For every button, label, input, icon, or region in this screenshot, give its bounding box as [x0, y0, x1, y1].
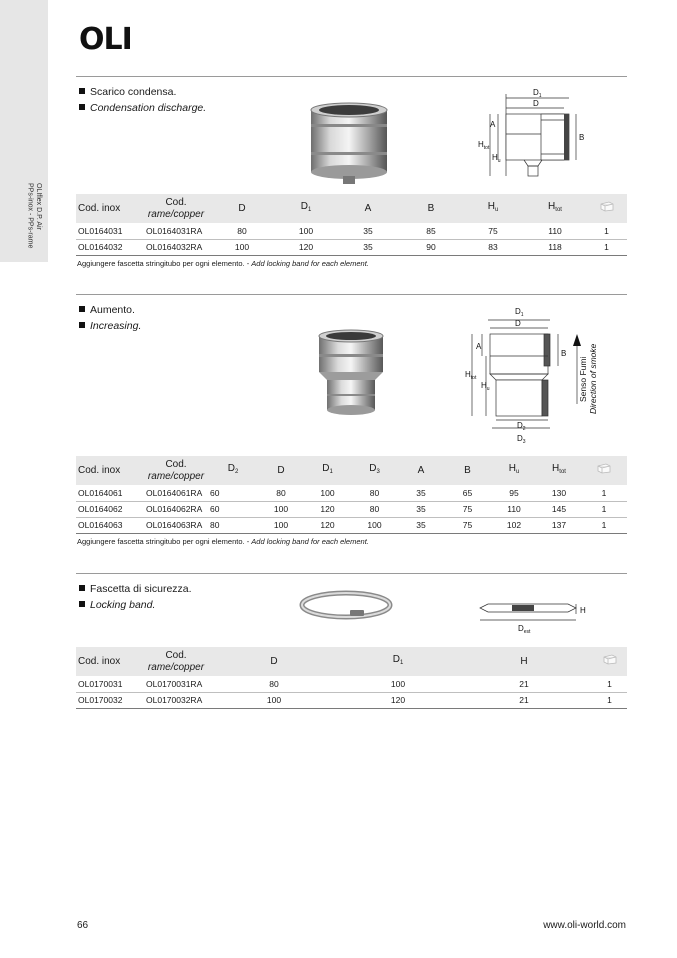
website-link[interactable]: www.oli-world.com — [543, 920, 626, 931]
table-cell: 95 — [491, 485, 537, 501]
table-cell: OL0164063 — [76, 517, 144, 533]
table-row — [76, 676, 627, 692]
col-header: $H_u$ — [487, 201, 499, 213]
table-cell: 100 — [276, 223, 336, 239]
page-number: 66 — [77, 920, 89, 931]
table-cell: OL0170032 — [76, 692, 144, 708]
label-htot: $H_{tot}$ — [478, 140, 490, 151]
table-row — [76, 501, 627, 517]
section3-title-it: Fascetta di sicurezza. — [90, 583, 192, 595]
table-cell: OL0170031RA — [144, 676, 208, 692]
label-d1: $D_1$ — [515, 307, 524, 318]
label-a: A — [476, 342, 482, 351]
table-cell: 80 — [208, 676, 340, 692]
table-cell: 85 — [400, 223, 462, 239]
table-cell: 110 — [491, 501, 537, 517]
label-hu: $H_u$ — [481, 381, 490, 392]
table-cell: OL0164061RA — [144, 485, 208, 501]
table-row — [76, 517, 627, 533]
table-cell: 35 — [398, 517, 444, 533]
col-header: $H_u$ — [508, 463, 520, 475]
label-b: B — [561, 349, 567, 358]
table-cell: 120 — [304, 517, 351, 533]
table-cell: 90 — [400, 239, 462, 255]
table-cell: OL0164031RA — [144, 223, 208, 239]
table-row — [76, 239, 627, 255]
table-cell: 120 — [304, 501, 351, 517]
table-cell: OL0164063RA — [144, 517, 208, 533]
col-header: Cod. inox — [78, 202, 121, 214]
table-cell: 1 — [592, 676, 627, 692]
table-cell: 80 — [208, 517, 258, 533]
table-row — [76, 485, 627, 501]
table-cell: 35 — [336, 239, 400, 255]
table-cell: 1 — [586, 239, 627, 255]
col-header: A — [364, 202, 372, 214]
col-header: $D_1$ — [322, 463, 333, 475]
col-header: H — [520, 655, 528, 667]
section2-caption — [79, 302, 141, 334]
label-d2: $D_2$ — [517, 421, 526, 432]
table-header — [76, 194, 627, 223]
table-cell: 100 — [340, 676, 456, 692]
table-row — [76, 692, 627, 708]
label-d1: $D_1$ — [533, 88, 542, 99]
table-cell: OL0164062RA — [144, 501, 208, 517]
table-header — [76, 647, 627, 676]
col-header: $D_1$ — [392, 654, 404, 666]
table-cell: 145 — [537, 501, 581, 517]
section2-note: Aggiungere fascetta stringitubo per ogni elemento. - Add locking band for each element. — [77, 537, 369, 546]
locking-band-photo — [298, 588, 394, 624]
section3-title-en: Locking band. — [90, 599, 156, 611]
table-cell: 75 — [462, 223, 524, 239]
section1-diagram — [476, 86, 586, 186]
table-cell: 60 — [208, 485, 258, 501]
table-cell: 21 — [456, 676, 592, 692]
col-header: D — [270, 655, 278, 667]
table-cell: 1 — [581, 501, 627, 517]
section1-caption — [79, 84, 206, 116]
box-icon — [600, 201, 614, 212]
col-header: $D_1$ — [300, 201, 312, 213]
table-cell: 80 — [208, 223, 276, 239]
section2-title-it: Aumento. — [90, 304, 135, 316]
condensation-discharge-photo — [305, 100, 393, 188]
table-cell: OL0164062 — [76, 501, 144, 517]
table-cell: 120 — [276, 239, 336, 255]
col-header: Cod. inox — [78, 655, 121, 667]
table-cell: 83 — [462, 239, 524, 255]
table-cell: 75 — [444, 501, 491, 517]
table-cell: 80 — [258, 485, 304, 501]
table-cell: 80 — [351, 485, 398, 501]
table-cell: 35 — [398, 501, 444, 517]
label-hu: $H_u$ — [492, 153, 501, 164]
table-cell: 100 — [208, 239, 276, 255]
col-header-packaging — [592, 647, 627, 676]
col-header: Cod. rame/copper — [147, 649, 205, 673]
table-cell: 130 — [537, 485, 581, 501]
divider — [76, 573, 627, 574]
label-d: D — [533, 99, 539, 108]
label-smoke-en: Direction of smoke — [588, 343, 598, 414]
table-cell: 35 — [336, 223, 400, 239]
sidebar-text — [8, 183, 42, 248]
section1-title-en: Condensation discharge. — [90, 102, 207, 114]
section2-table — [76, 456, 627, 534]
section1-table — [76, 194, 627, 256]
label-a: A — [490, 120, 496, 129]
table-row — [76, 223, 627, 239]
section2-title-en: Increasing. — [90, 320, 142, 332]
section2-diagram — [462, 304, 607, 446]
table-header — [76, 456, 627, 485]
col-header: D — [277, 464, 285, 476]
section3-caption — [79, 581, 192, 613]
col-header: B — [464, 464, 471, 476]
col-header: $H_{tot}$ — [548, 201, 562, 213]
box-icon — [603, 654, 617, 665]
col-header: Cod. inox — [78, 464, 121, 476]
section3-table — [76, 647, 627, 709]
table-cell: 118 — [524, 239, 586, 255]
table-cell: 60 — [208, 501, 258, 517]
table-cell: 100 — [208, 692, 340, 708]
label-d3: $D_3$ — [517, 434, 526, 445]
table-cell: OL0170032RA — [144, 692, 208, 708]
divider — [76, 76, 627, 77]
table-cell: 75 — [444, 517, 491, 533]
table-cell: OL0164032 — [76, 239, 144, 255]
sidebar-line1: OLIflex D.P. Air — [35, 183, 42, 230]
table-cell: 1 — [592, 692, 627, 708]
table-cell: 100 — [304, 485, 351, 501]
table-cell: 1 — [581, 485, 627, 501]
table-cell: OL0164031 — [76, 223, 144, 239]
oli-logo: OLI — [79, 22, 132, 57]
sidebar-line2: PPs-inox - PPs-rame — [26, 183, 34, 249]
table-cell: 100 — [351, 517, 398, 533]
label-b: B — [579, 133, 585, 142]
table-cell: 120 — [340, 692, 456, 708]
table-cell: 65 — [444, 485, 491, 501]
table-cell: 80 — [351, 501, 398, 517]
col-header: $D_2$ — [227, 463, 239, 475]
sidebar — [0, 0, 48, 262]
label-dest: $D_{est}$ — [518, 624, 531, 635]
section3-diagram — [476, 600, 592, 636]
section1-title-it: Scarico condensa. — [90, 86, 177, 98]
col-header: Cod. rame/copper — [147, 196, 205, 220]
col-header: D — [238, 202, 246, 214]
label-htot: $H_{tot}$ — [465, 370, 477, 381]
table-cell: OL0170031 — [76, 676, 144, 692]
label-d: D — [515, 319, 521, 328]
table-cell: 100 — [258, 517, 304, 533]
col-header: B — [427, 202, 435, 214]
col-header: $H_{tot}$ — [552, 463, 566, 475]
table-cell: 21 — [456, 692, 592, 708]
table-cell: OL0164032RA — [144, 239, 208, 255]
col-header-packaging — [586, 194, 627, 223]
section1-note: Aggiungere fascetta stringitubo per ogni elemento. - Add locking band for each element. — [77, 259, 369, 268]
box-icon — [597, 463, 611, 474]
table-cell: 137 — [537, 517, 581, 533]
table-cell: 102 — [491, 517, 537, 533]
table-cell: 35 — [398, 485, 444, 501]
col-header: $D_3$ — [369, 463, 380, 475]
table-cell: 110 — [524, 223, 586, 239]
increasing-photo — [315, 328, 387, 416]
col-header: A — [417, 464, 425, 476]
col-header-packaging — [581, 456, 627, 485]
table-cell: 1 — [581, 517, 627, 533]
label-smoke-it: Senso Fumi — [578, 356, 588, 402]
table-cell: OL0164061 — [76, 485, 144, 501]
table-cell: 1 — [586, 223, 627, 239]
divider — [76, 294, 627, 295]
label-h: H — [580, 606, 586, 615]
table-cell: 100 — [258, 501, 304, 517]
col-header: Cod. rame/copper — [147, 458, 205, 482]
